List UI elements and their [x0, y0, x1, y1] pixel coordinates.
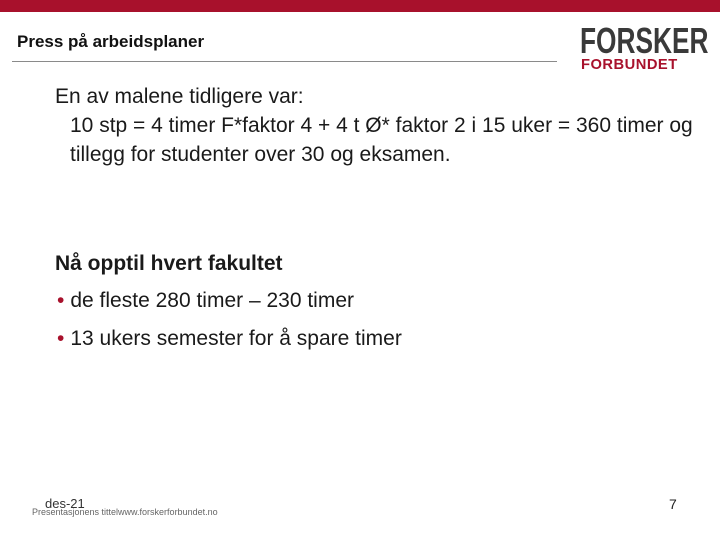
- bullet-dot-icon: •: [57, 289, 65, 312]
- bullet-item: [57, 289, 354, 313]
- bullet-dot-icon: •: [57, 327, 65, 350]
- intro-text: En av malene tidligere var:: [55, 85, 304, 108]
- bullet-item: [57, 327, 402, 351]
- top-accent-bar: [0, 0, 720, 12]
- bullet-text: de fleste 280 timer – 230 timer: [70, 289, 355, 312]
- page-number: 7: [669, 496, 677, 512]
- slide-title: Press på arbeidsplaner: [17, 32, 205, 51]
- header-divider: [12, 61, 557, 62]
- intro-detail-text: 10 stp = 4 timer F*faktor 4 + 4 t Ø* faktor 2 i 15 uker = 360 timer og tillegg for studenter over 30 og eksamen.: [70, 114, 693, 166]
- logo-line-2: FORBUNDET: [581, 56, 678, 73]
- intro-paragraph: [55, 82, 695, 169]
- footer-text: Presentasjonens tittelwww.forskerforbundet.no: [32, 507, 218, 517]
- section-heading: Nå opptil hvert fakultet: [55, 252, 283, 275]
- logo-line-1: FORSKER: [580, 20, 709, 61]
- footer-date: des-21: [45, 496, 85, 511]
- forskerforbundet-logo: [580, 20, 709, 75]
- bullet-text: 13 ukers semester for å spare timer: [70, 327, 402, 350]
